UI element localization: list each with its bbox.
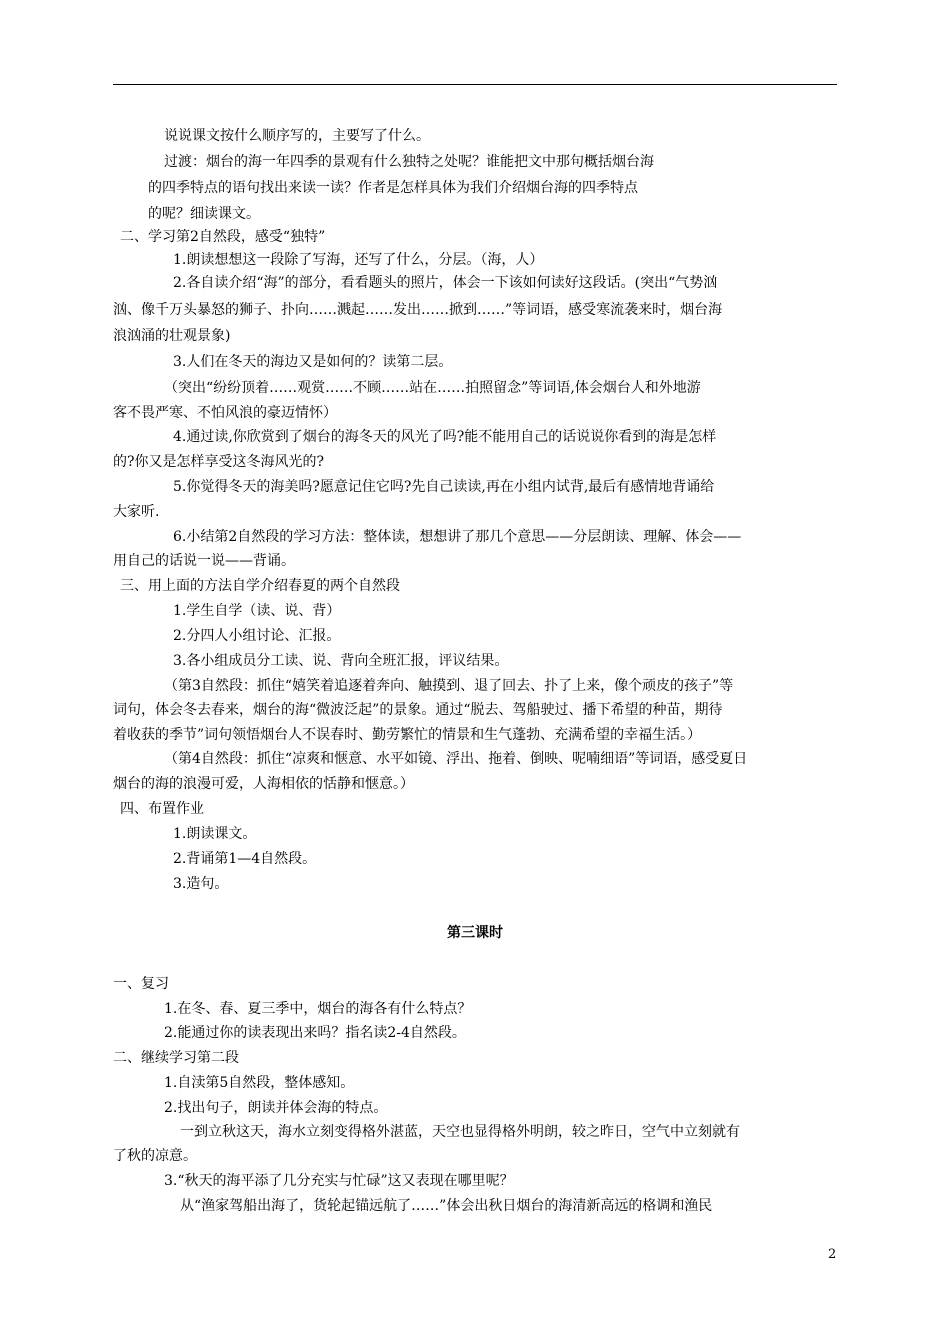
text-line: 3.造句。 (173, 876, 229, 892)
text-line: 说说课文按什么顺序写的，主要写了什么。 (164, 128, 430, 144)
section-heading: 二、学习第2自然段，感受“独特” (120, 229, 326, 245)
section-heading: 三、用上面的方法自学介绍春夏的两个自然段 (120, 578, 400, 594)
text-line: 烟台的海的浪漫可爱，人海相依的恬静和惬意。） (113, 776, 414, 792)
section-heading: 一、复习 (113, 976, 169, 992)
text-line: （第4自然段：抓住“凉爽和惬意、水平如镜、浮出、拖着、倒映、呢喃细语”等词语，感受夏日 (164, 751, 748, 767)
text-line: 2.各自读介绍“海”的部分，看看题头的照片，体会一下该如何读好这段话。(突出“气势汹 (173, 275, 718, 291)
section-heading: 四、布置作业 (120, 801, 204, 817)
text-line: 2.分四人小组讨论、汇报。 (173, 628, 341, 644)
text-line: 3.“秋天的海平添了几分充实与忙碌”这又表现在哪里呢？ (164, 1173, 514, 1189)
text-line: 大家听. (113, 504, 160, 520)
text-line: 汹、像千万头暴怒的狮子、扑向……溅起……发出……掀到……”等词语，感受寒流袭来时，烟台海 (113, 302, 723, 318)
text-line: 词句，体会冬去春来，烟台的海“微波泛起”的景象。通过“脱去、驾船驶过、播下希望的种苗，期待 (113, 702, 723, 718)
text-line: （第3自然段：抓住“嬉笑着追逐着奔向、触摸到、退了回去、扑了上来，像个顽皮的孩子”等 (164, 678, 734, 694)
text-line: 4.通过读,你欣赏到了烟台的海冬天的风光了吗?能不能用自己的话说说你看到的海是怎样 (173, 429, 717, 445)
text-line: 3.人们在冬天的海边又是如何的？读第二层。 (173, 354, 453, 370)
text-line: 2.背诵第1—4自然段。 (173, 851, 317, 867)
text-line: 了秋的凉意。 (113, 1148, 197, 1164)
text-line: 5.你觉得冬天的海美吗?愿意记住它吗?先自己读读,再在小组内试背,最后有感情地背诵给 (173, 479, 715, 495)
page-number: 2 (828, 1247, 837, 1262)
text-line: （突出“纷纷顶着……观赏……不顾……站在……拍照留念”等词语,体会烟台人和外地游 (164, 380, 701, 396)
text-line: 的呢？细读课文。 (148, 206, 260, 222)
text-line: 着收获的季节”词句领悟烟台人不误春时、勤劳繁忙的情景和生气蓬勃、充满希望的幸福生活。） (113, 727, 702, 743)
section-heading: 二、继续学习第二段 (113, 1050, 239, 1066)
text-line: 1.学生自学（读、说、背） (173, 603, 341, 619)
text-line: 过渡：烟台的海一年四季的景观有什么独特之处呢？谁能把文中那句概括烟台海 (164, 154, 654, 170)
text-line: 客不畏严寒、不怕风浪的豪迈情怀） (113, 405, 337, 421)
lesson-heading: 第三课时 (447, 925, 503, 941)
text-line: 一到立秋这天，海水立刻变得格外湛蓝，天空也显得格外明朗，较之昨日，空气中立刻就有 (180, 1124, 740, 1140)
text-line: 3.各小组成员分工读、说、背向全班汇报，评议结果。 (173, 653, 509, 669)
header-rule (113, 84, 837, 85)
text-line: 1.自渎第5自然段，整体感知。 (164, 1075, 355, 1091)
text-line: 2.找出句子，朗读并体会海的特点。 (164, 1100, 388, 1116)
text-line: 用自己的话说一说——背诵。 (113, 553, 295, 569)
text-line: 从“渔家驾船出海了，货轮起锚远航了……”体会出秋日烟台的海清新高远的格调和渔民 (180, 1198, 713, 1214)
text-line: 的?你又是怎样享受这冬海风光的? (113, 454, 325, 470)
text-line: 的四季特点的语句找出来读一读？作者是怎样具体为我们介绍烟台海的四季特点 (148, 180, 638, 196)
text-line: 1.在冬、春、夏三季中，烟台的海各有什么特点？ (164, 1001, 472, 1017)
text-line: 2.能通过你的读表现出来吗？指名读2-4自然段。 (164, 1025, 466, 1041)
text-line: 6.小结第2自然段的学习方法：整体读，想想讲了那几个意思——分层朗读、理解、体会—— (173, 529, 742, 545)
text-line: 1.朗读想想这一段除了写海，还写了什么，分层。（海，人） (173, 252, 544, 268)
text-line: 1.朗读课文。 (173, 826, 257, 842)
text-line: 浪汹涌的壮观景象) (113, 328, 231, 344)
